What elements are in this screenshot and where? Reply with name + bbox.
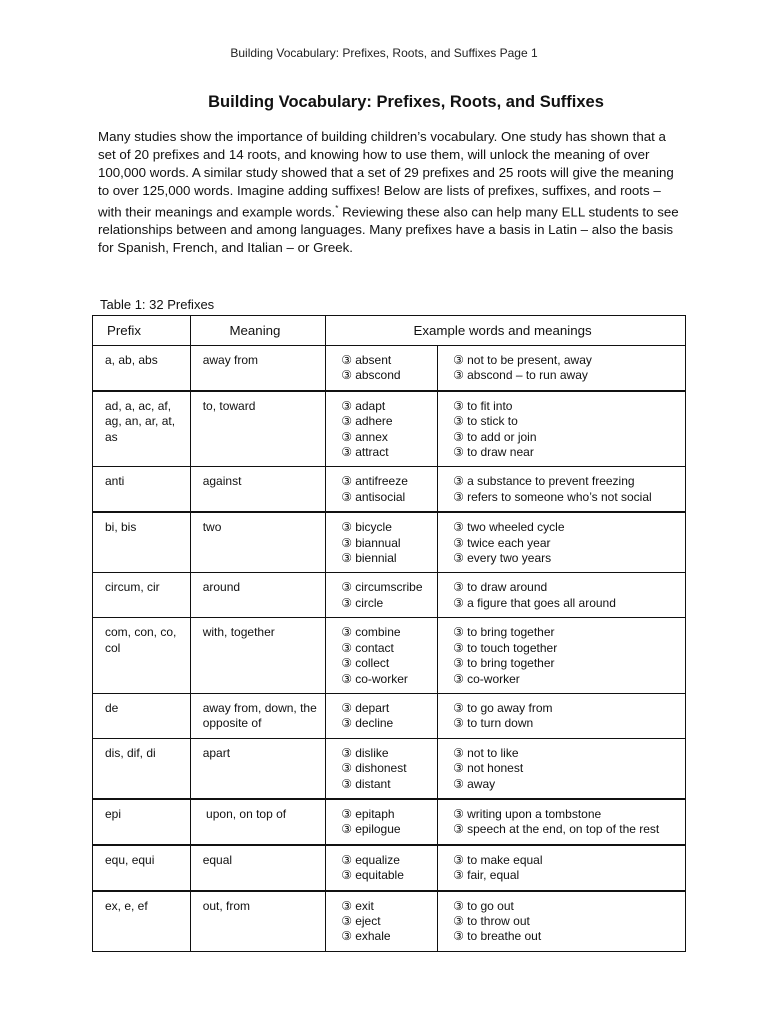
circled-bullet-icon: ③ xyxy=(341,806,352,821)
example-definition xyxy=(453,716,679,731)
example-definition xyxy=(453,445,679,460)
document-title: Building Vocabulary: Prefixes, Roots, and Suffixes xyxy=(208,93,604,111)
example-definition-text: to fit into xyxy=(467,398,513,413)
circled-bullet-icon: ③ xyxy=(341,776,352,791)
circled-bullet-icon: ③ xyxy=(341,822,352,837)
example-word-text: abscond xyxy=(355,368,401,383)
circled-bullet-icon: ③ xyxy=(341,745,352,760)
example-definition xyxy=(453,490,679,505)
example-word xyxy=(341,474,431,489)
circled-bullet-icon: ③ xyxy=(341,580,352,595)
circled-bullet-icon: ③ xyxy=(453,776,464,791)
example-definition-text: to touch together xyxy=(467,640,558,655)
example-definition xyxy=(453,368,679,383)
example-word-text: circle xyxy=(355,595,384,610)
example-word xyxy=(341,929,431,944)
circled-bullet-icon: ③ xyxy=(341,852,352,867)
example-definitions-cell xyxy=(438,467,686,512)
circled-bullet-icon: ③ xyxy=(453,535,464,550)
example-definition-text: to breathe out xyxy=(467,929,542,944)
example-word-text: circumscribe xyxy=(355,580,423,595)
example-word-text: biannual xyxy=(355,535,401,550)
meaning-cell: equal xyxy=(190,845,325,891)
example-word xyxy=(341,899,431,914)
example-definition xyxy=(453,807,679,822)
example-word xyxy=(341,853,431,868)
circled-bullet-icon: ③ xyxy=(341,551,352,566)
example-definitions-cell xyxy=(438,346,686,391)
circled-bullet-icon: ③ xyxy=(453,551,464,566)
prefix-cell: equ, equi xyxy=(93,845,191,891)
example-words-cell xyxy=(326,799,438,845)
example-definition-text: to bring together xyxy=(467,625,555,640)
example-definition xyxy=(453,656,679,671)
example-word-text: decline xyxy=(355,716,394,731)
circled-bullet-icon: ③ xyxy=(453,429,464,444)
example-word xyxy=(341,914,431,929)
example-word xyxy=(341,868,431,883)
example-definition xyxy=(453,761,679,776)
example-word-text: attract xyxy=(355,445,389,460)
circled-bullet-icon: ③ xyxy=(341,353,352,367)
example-words-cell xyxy=(326,845,438,891)
example-definition xyxy=(453,777,679,792)
example-definition-text: to go away from xyxy=(467,700,553,715)
example-definition-text: to draw near xyxy=(467,445,534,460)
example-definitions-cell xyxy=(438,891,686,952)
circled-bullet-icon: ③ xyxy=(453,745,464,760)
circled-bullet-icon: ③ xyxy=(453,806,464,821)
circled-bullet-icon: ③ xyxy=(341,671,352,686)
example-word xyxy=(341,551,431,566)
example-definitions-cell xyxy=(438,738,686,799)
example-definition-text: to bring together xyxy=(467,656,555,671)
example-word xyxy=(341,368,431,383)
example-word-text: dishonest xyxy=(355,761,407,776)
example-words-cell xyxy=(326,573,438,618)
prefix-cell: bi, bis xyxy=(93,512,191,573)
example-definition xyxy=(453,822,679,837)
circled-bullet-icon: ③ xyxy=(453,520,464,535)
example-definition-text: a figure that goes all around xyxy=(467,595,616,610)
example-word xyxy=(341,777,431,792)
example-definition-text: to turn down xyxy=(467,716,534,731)
example-word-text: epilogue xyxy=(355,822,401,837)
example-word-text: absent xyxy=(355,353,392,367)
example-word-text: exhale xyxy=(355,929,391,944)
example-word-text: equitable xyxy=(355,868,404,883)
meaning-cell: away from, down, the opposite of xyxy=(190,693,325,738)
example-word xyxy=(341,822,431,837)
column-header-prefix: Prefix xyxy=(93,316,191,346)
example-definition xyxy=(453,551,679,566)
example-definition-text: speech at the end, on top of the rest xyxy=(467,822,660,837)
example-definition-text: twice each year xyxy=(467,535,551,550)
example-definition xyxy=(453,929,679,944)
example-definition xyxy=(453,414,679,429)
example-word xyxy=(341,672,431,687)
circled-bullet-icon: ③ xyxy=(341,929,352,944)
example-word-text: contact xyxy=(355,640,394,655)
example-definitions-cell xyxy=(438,845,686,891)
table-row xyxy=(93,391,686,467)
example-definition xyxy=(453,430,679,445)
example-definition xyxy=(453,580,679,595)
circled-bullet-icon: ③ xyxy=(453,580,464,595)
circled-bullet-icon: ③ xyxy=(453,489,464,504)
example-words-cell xyxy=(326,391,438,467)
circled-bullet-icon: ③ xyxy=(453,822,464,837)
example-definition xyxy=(453,914,679,929)
example-words-cell xyxy=(326,346,438,391)
example-definition-text: writing upon a tombstone xyxy=(467,806,602,821)
circled-bullet-icon: ③ xyxy=(341,700,352,715)
example-definition-text: away xyxy=(467,776,496,791)
example-definition xyxy=(453,899,679,914)
meaning-cell: upon, on top of xyxy=(190,799,325,845)
table-row xyxy=(93,346,686,391)
example-definition xyxy=(453,672,679,687)
example-word xyxy=(341,701,431,716)
example-word xyxy=(341,445,431,460)
circled-bullet-icon: ③ xyxy=(341,535,352,550)
circled-bullet-icon: ③ xyxy=(453,445,464,460)
circled-bullet-icon: ③ xyxy=(453,474,464,489)
example-definition xyxy=(453,596,679,611)
circled-bullet-icon: ③ xyxy=(453,656,464,671)
prefix-cell: epi xyxy=(93,799,191,845)
circled-bullet-icon: ③ xyxy=(453,898,464,913)
circled-bullet-icon: ③ xyxy=(453,929,464,944)
circled-bullet-icon: ③ xyxy=(341,898,352,913)
example-word xyxy=(341,596,431,611)
example-word xyxy=(341,353,431,368)
example-word-text: depart xyxy=(355,700,390,715)
example-word-text: combine xyxy=(355,625,401,640)
circled-bullet-icon: ③ xyxy=(453,913,464,928)
example-definition-text: to draw around xyxy=(467,580,548,595)
prefix-cell: dis, dif, di xyxy=(93,738,191,799)
prefix-cell: circum, cir xyxy=(93,573,191,618)
table-row xyxy=(93,693,686,738)
prefix-cell: com, con, co, col xyxy=(93,618,191,694)
meaning-cell: against xyxy=(190,467,325,512)
example-definition-text: to stick to xyxy=(467,414,518,429)
example-words-cell xyxy=(326,738,438,799)
example-word xyxy=(341,490,431,505)
table-row xyxy=(93,573,686,618)
example-definitions-cell xyxy=(438,618,686,694)
example-word-text: bicycle xyxy=(355,520,392,535)
example-definition-text: not to be present, away xyxy=(467,353,592,367)
circled-bullet-icon: ③ xyxy=(341,520,352,535)
column-header-examples: Example words and meanings xyxy=(326,316,686,346)
example-definition xyxy=(453,625,679,640)
example-definition-text: a substance to prevent freezing xyxy=(467,474,635,489)
circled-bullet-icon: ③ xyxy=(341,429,352,444)
meaning-cell: with, together xyxy=(190,618,325,694)
circled-bullet-icon: ③ xyxy=(453,868,464,883)
example-definition xyxy=(453,746,679,761)
example-word xyxy=(341,430,431,445)
example-word xyxy=(341,399,431,414)
example-word-text: co-worker xyxy=(355,671,408,686)
example-word-text: biennial xyxy=(355,551,397,566)
circled-bullet-icon: ③ xyxy=(341,414,352,429)
circled-bullet-icon: ③ xyxy=(341,474,352,489)
circled-bullet-icon: ③ xyxy=(453,761,464,776)
example-definitions-cell xyxy=(438,512,686,573)
example-word xyxy=(341,761,431,776)
circled-bullet-icon: ③ xyxy=(341,445,352,460)
example-definition-text: co-worker xyxy=(467,671,520,686)
example-definition xyxy=(453,474,679,489)
circled-bullet-icon: ③ xyxy=(341,868,352,883)
meaning-cell: around xyxy=(190,573,325,618)
example-word-text: annex xyxy=(355,429,388,444)
prefix-cell: de xyxy=(93,693,191,738)
example-definition-text: refers to someone who’s not social xyxy=(467,489,652,504)
example-word xyxy=(341,536,431,551)
example-definition-text: to add or join xyxy=(467,429,537,444)
circled-bullet-icon: ③ xyxy=(453,625,464,640)
example-definition xyxy=(453,701,679,716)
intro-paragraph xyxy=(98,128,683,257)
circled-bullet-icon: ③ xyxy=(341,368,352,383)
circled-bullet-icon: ③ xyxy=(341,595,352,610)
circled-bullet-icon: ③ xyxy=(453,640,464,655)
column-header-meaning: Meaning xyxy=(190,316,325,346)
circled-bullet-icon: ③ xyxy=(341,640,352,655)
circled-bullet-icon: ③ xyxy=(341,489,352,504)
circled-bullet-icon: ③ xyxy=(453,852,464,867)
example-definition xyxy=(453,853,679,868)
circled-bullet-icon: ③ xyxy=(341,625,352,640)
running-header: Building Vocabulary: Prefixes, Roots, and Suffixes Page 1 xyxy=(230,46,538,60)
example-word-text: distant xyxy=(355,776,391,791)
intro-text-part2: Reviewing these also can help many ELL students to see relationships between and among languages. Many prefixes have a basis in Latin – also the basis for Spanish, French, and Italian – or Greek. xyxy=(98,204,679,256)
example-definition xyxy=(453,641,679,656)
example-definition xyxy=(453,868,679,883)
table-row xyxy=(93,799,686,845)
circled-bullet-icon: ③ xyxy=(341,398,352,413)
example-definition xyxy=(453,536,679,551)
example-definition-text: every two years xyxy=(467,551,552,566)
prefix-cell: a, ab, abs xyxy=(93,346,191,391)
example-definition-text: abscond – to run away xyxy=(467,368,588,383)
example-definition-text: two wheeled cycle xyxy=(467,520,565,535)
example-word-text: eject xyxy=(355,913,381,928)
example-words-cell xyxy=(326,618,438,694)
example-word-text: dislike xyxy=(355,745,389,760)
table-body xyxy=(93,346,686,952)
example-word-text: adapt xyxy=(355,398,386,413)
meaning-cell: two xyxy=(190,512,325,573)
meaning-cell: away from xyxy=(190,346,325,391)
example-definition xyxy=(453,399,679,414)
example-word xyxy=(341,641,431,656)
table-header-row xyxy=(93,316,686,346)
circled-bullet-icon: ③ xyxy=(453,671,464,686)
example-word-text: adhere xyxy=(355,414,393,429)
prefix-cell: ad, a, ac, af, ag, an, ar, at, as xyxy=(93,391,191,467)
example-definition xyxy=(453,520,679,535)
example-word xyxy=(341,625,431,640)
example-word xyxy=(341,716,431,731)
table-row xyxy=(93,845,686,891)
table-row xyxy=(93,618,686,694)
circled-bullet-icon: ③ xyxy=(341,913,352,928)
example-definitions-cell xyxy=(438,391,686,467)
prefix-cell: anti xyxy=(93,467,191,512)
example-definition-text: fair, equal xyxy=(467,868,520,883)
table-caption: Table 1: 32 Prefixes xyxy=(100,297,215,312)
example-definition-text: to throw out xyxy=(467,913,530,928)
circled-bullet-icon: ③ xyxy=(341,716,352,731)
prefix-cell: ex, e, ef xyxy=(93,891,191,952)
table-row xyxy=(93,467,686,512)
prefix-table xyxy=(92,315,686,952)
circled-bullet-icon: ③ xyxy=(341,761,352,776)
circled-bullet-icon: ③ xyxy=(453,700,464,715)
example-words-cell xyxy=(326,693,438,738)
example-word xyxy=(341,414,431,429)
example-word xyxy=(341,520,431,535)
example-definition-text: to make equal xyxy=(467,852,543,867)
example-word xyxy=(341,746,431,761)
example-words-cell xyxy=(326,467,438,512)
example-word-text: epitaph xyxy=(355,806,395,821)
example-words-cell xyxy=(326,891,438,952)
intro-text-part1: Many studies show the importance of building children’s vocabulary. One study has shown that a set of 20 prefixes and 14 roots, and knowing how to use them, will unlock the meaning of over 100,000 words. A similar study showed that a set of 29 prefixes and 25 roots will give the meaning to over 125,000 words. Imagine adding suffixes! Below are lists of prefixes, suffixes, and roots – with their meanings and example words. xyxy=(98,129,674,220)
circled-bullet-icon: ③ xyxy=(453,368,464,383)
example-word-text: antifreeze xyxy=(355,474,408,489)
example-definition xyxy=(453,353,679,368)
circled-bullet-icon: ③ xyxy=(341,656,352,671)
example-definition-text: not to like xyxy=(467,745,519,760)
circled-bullet-icon: ③ xyxy=(453,398,464,413)
example-word-text: antisocial xyxy=(355,489,406,504)
example-definition-text: to go out xyxy=(467,898,514,913)
circled-bullet-icon: ③ xyxy=(453,353,464,367)
example-definitions-cell xyxy=(438,799,686,845)
meaning-cell: out, from xyxy=(190,891,325,952)
table-row xyxy=(93,891,686,952)
circled-bullet-icon: ③ xyxy=(453,595,464,610)
example-definitions-cell xyxy=(438,573,686,618)
table-row xyxy=(93,512,686,573)
example-word-text: exit xyxy=(355,898,374,913)
footnote-marker: * xyxy=(335,204,339,213)
table-row xyxy=(93,738,686,799)
circled-bullet-icon: ③ xyxy=(453,414,464,429)
example-definitions-cell xyxy=(438,693,686,738)
example-word xyxy=(341,807,431,822)
example-words-cell xyxy=(326,512,438,573)
example-definition-text: not honest xyxy=(467,761,524,776)
example-word-text: equalize xyxy=(355,852,400,867)
example-word xyxy=(341,656,431,671)
meaning-cell: to, toward xyxy=(190,391,325,467)
meaning-cell: apart xyxy=(190,738,325,799)
example-word xyxy=(341,580,431,595)
circled-bullet-icon: ③ xyxy=(453,716,464,731)
example-word-text: collect xyxy=(355,656,390,671)
